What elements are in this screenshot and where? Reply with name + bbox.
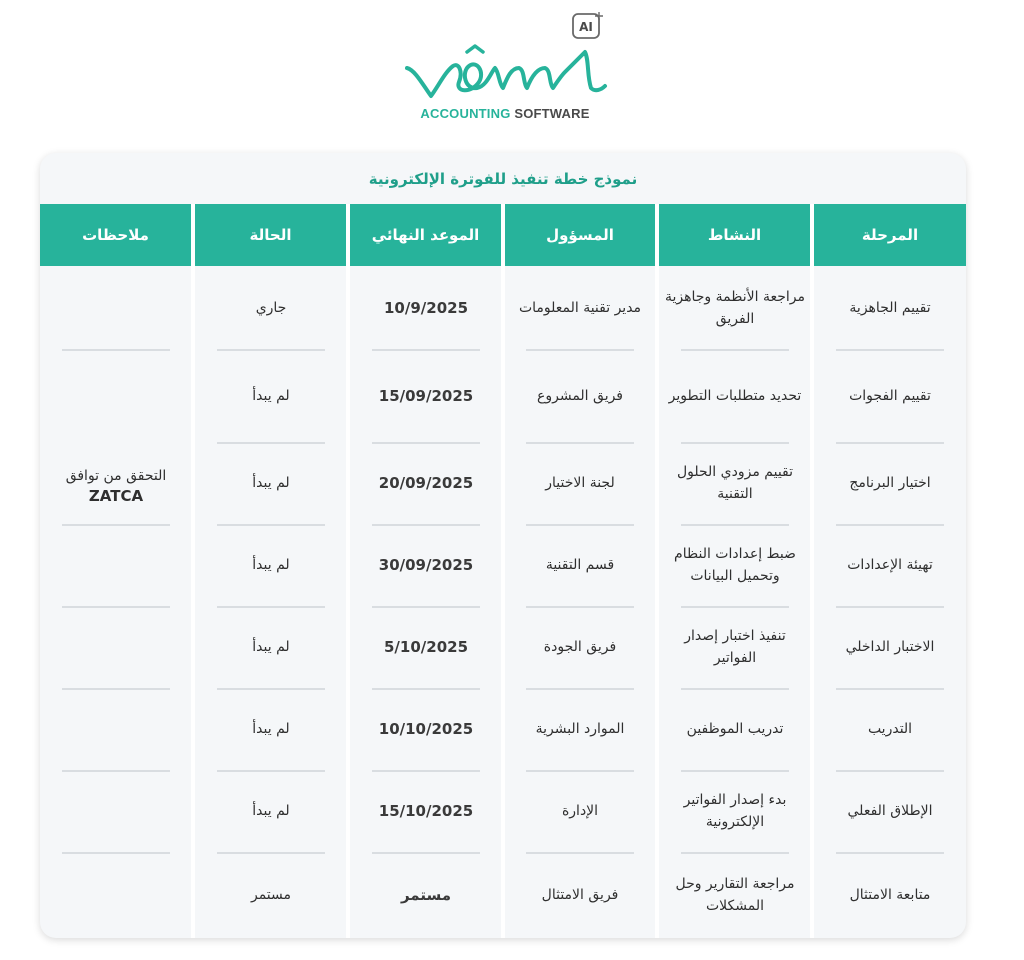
cell-status: جاري	[255, 299, 287, 316]
cell-owner: فريق المشروع	[536, 387, 624, 404]
cell-activity: تقييم مزودي الحلول التقنية	[676, 464, 794, 502]
cell-phase: تقييم الفجوات	[849, 387, 931, 404]
cell-owner: قسم التقنية	[545, 557, 615, 573]
cell-deadline: 20/09/2025	[378, 474, 474, 492]
cell-deadline: 30/09/2025	[378, 556, 474, 574]
cell-status: لم يبدأ	[252, 475, 290, 491]
cell-deadline: 10/9/2025	[383, 298, 469, 317]
cell-status: مستمر	[250, 887, 292, 903]
header-notes: ملاحظات	[40, 204, 191, 266]
brand-tagline-part1: ACCOUNTING	[420, 106, 511, 121]
cell-activity: تحديد متطلبات التطوير	[668, 387, 802, 404]
cell-status: لم يبدأ	[252, 639, 290, 655]
cell-phase: متابعة الامتثال	[849, 887, 931, 903]
implementation-plan-card	[40, 153, 966, 938]
notes-row-divider	[62, 688, 170, 690]
cell-deadline: 15/10/2025	[378, 802, 474, 820]
cell-owner: مدير تقنية المعلومات	[518, 299, 642, 316]
cell-phase: اختيار البرنامج	[849, 475, 931, 491]
column-separator	[810, 204, 814, 938]
notes-line1: التحقق من توافق	[65, 468, 167, 484]
notes-row-divider	[62, 852, 170, 854]
column-separator	[655, 204, 659, 938]
cell-activity: تدريب الموظفين	[686, 721, 784, 737]
cell-owner: الإدارة	[561, 803, 599, 819]
notes-line2: ZATCA	[88, 487, 144, 505]
notes-cell	[60, 461, 172, 511]
column-separator	[501, 204, 505, 938]
cell-phase: التدريب	[867, 721, 913, 737]
cell-status: لم يبدأ	[252, 721, 290, 737]
cell-activity: مراجعة التقارير وحل المشكلات	[675, 876, 795, 914]
brand-logo	[395, 10, 615, 130]
cell-deadline: 5/10/2025	[383, 638, 469, 656]
header-owner: المسؤول	[505, 204, 655, 266]
cell-phase: تهيئة الإعدادات	[847, 557, 933, 573]
header-activity: النشاط	[659, 204, 810, 266]
cell-activity: مراجعة الأنظمة وجاهزية الفريق	[665, 288, 805, 327]
ai-badge: AI	[579, 20, 593, 34]
cell-status: لم يبدأ	[252, 557, 290, 573]
column-separator	[346, 204, 350, 938]
cell-owner: لجنة الاختيار	[545, 475, 615, 491]
brand-tagline-part2: SOFTWARE	[514, 106, 590, 121]
cell-phase: الإطلاق الفعلي	[847, 803, 933, 819]
cell-owner: فريق الامتثال	[541, 887, 619, 903]
column-separator	[191, 204, 195, 938]
cell-status: لم يبدأ	[252, 803, 290, 819]
cell-phase: تقييم الجاهزية	[849, 299, 931, 316]
cell-status: لم يبدأ	[252, 387, 290, 404]
header-status: الحالة	[195, 204, 346, 266]
notes-row-divider	[62, 524, 170, 526]
cell-activity: ضبط إعدادات النظام وتحميل البيانات	[674, 546, 796, 584]
cell-deadline: مستمر	[400, 886, 452, 904]
cell-owner: الموارد البشرية	[535, 721, 625, 737]
cell-phase: الاختبار الداخلي	[845, 639, 935, 655]
notes-row-divider	[62, 349, 170, 351]
cell-activity: تنفيذ اختبار إصدار الفواتير	[684, 628, 786, 666]
brand-logo-mark	[395, 10, 615, 110]
table-title: نموذج خطة تنفيذ للفوترة الإلكترونية	[368, 170, 638, 188]
brand-tagline	[395, 106, 615, 121]
notes-row-divider	[62, 606, 170, 608]
cell-deadline: 10/10/2025	[378, 720, 474, 738]
cell-owner: فريق الجودة	[543, 639, 617, 655]
notes-row-divider	[62, 770, 170, 772]
header-phase: المرحلة	[814, 204, 966, 266]
cell-activity: بدء إصدار الفواتير الإلكترونية	[683, 792, 787, 830]
header-deadline: الموعد النهائي	[350, 204, 501, 266]
cell-deadline: 15/09/2025	[378, 386, 474, 405]
